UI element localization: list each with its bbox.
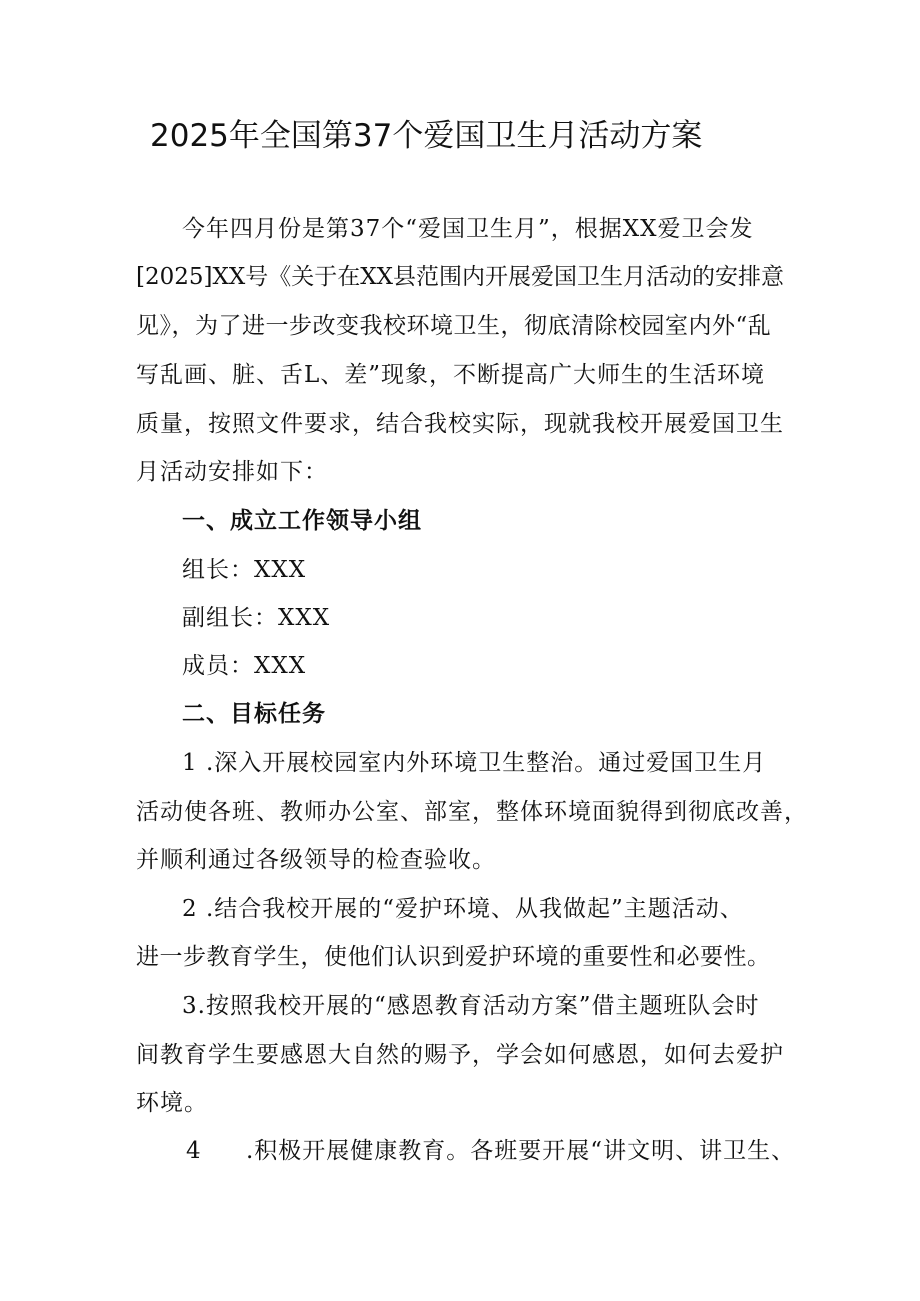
item4-line-1: .积极开展健康教育。各班要开展“讲文明、讲卫生、 [246,1138,796,1164]
item1-line-3: 并顺利通过各级领导的检查验收。 [136,847,496,873]
section1-heading: 一、成立工作领导小组 [182,508,422,534]
item1-line-1: 1 .深入开展校园室内外环境卫生整治。通过爱国卫生月 [182,750,767,776]
item4-number: 4 [186,1138,202,1164]
item1-line-2: 活动使各班、教师办公室、部室，整体环境面貌得到彻底改善， [136,799,808,825]
document-title: 2025年全国第37个爱国卫生月活动方案 [150,118,703,154]
intro-line-1: 今年四月份是第37个“爱国卫生月”，根据XX爱卫会发 [182,216,754,242]
leader-line: 组长：XXX [182,557,307,583]
intro-line-5: 质量，按照文件要求，结合我校实际，现就我校开展爱国卫生 [136,411,784,437]
item3-line-2: 间教育学生要感恩大自然的赐予，学会如何感恩，如何去爱护 [136,1042,784,1068]
intro-line-2: [2025]XX号《关于在XX县范围内开展爱国卫生月活动的安排意 [136,264,784,290]
members-line: 成员：XXX [182,653,307,679]
intro-line-4: 写乱画、脏、舌L、差”现象，不断提高广大师生的生活环境 [136,362,766,388]
item3-line-3: 环境。 [136,1090,208,1116]
intro-line-3: 见》，为了进一步改变我校环境卫生，彻底清除校园室内外“乱 [136,313,772,339]
item2-line-2: 进一步教育学生，使他们认识到爱护环境的重要性和必要性。 [136,944,771,970]
intro-line-6: 月活动安排如下： [136,459,328,485]
item3-line-1: 3.按照我校开展的“感恩教育活动方案”借主题班队会时 [182,993,760,1019]
section2-heading: 二、目标任务 [182,701,326,727]
deputy-line: 副组长：XXX [182,605,331,631]
item2-line-1: 2 .结合我校开展的“爱护环境、从我做起”主题活动、 [182,896,744,922]
